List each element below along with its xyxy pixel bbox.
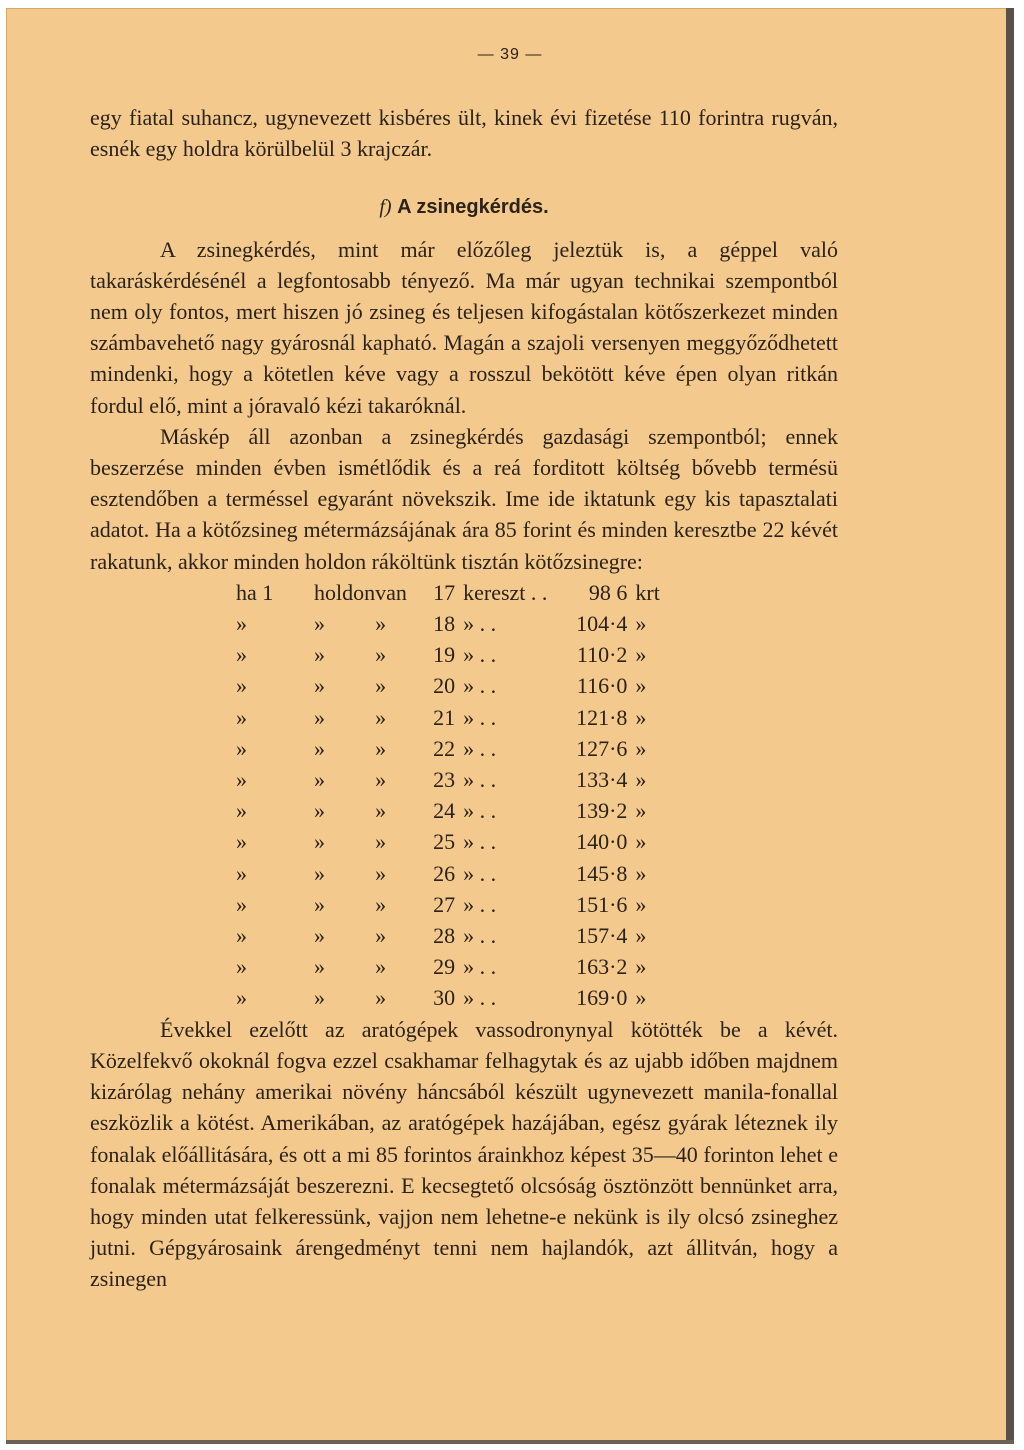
col-count: 26 <box>433 860 456 886</box>
col-unit: » <box>635 829 647 855</box>
section-marker: f) <box>379 196 392 219</box>
table-row <box>236 858 675 889</box>
col-van: » <box>375 767 387 793</box>
col-van: » <box>375 798 387 824</box>
col-count: 25 <box>433 829 456 855</box>
col-kereszt: » . . <box>463 798 497 824</box>
col-holdon: » <box>314 704 325 730</box>
col-prefix: » <box>236 985 247 1011</box>
col-unit: » <box>635 611 647 637</box>
col-holdon: » <box>314 673 325 699</box>
book-page <box>6 8 1014 1444</box>
col-cost: 104·4 <box>576 611 628 637</box>
section-title: A zsinegkérdés. <box>397 196 549 219</box>
col-unit: » <box>635 923 647 949</box>
col-kereszt: » . . <box>463 829 497 855</box>
col-kereszt: » . . <box>463 767 497 793</box>
table-row <box>236 982 675 1013</box>
col-prefix: » <box>236 860 247 886</box>
col-prefix: » <box>236 642 247 668</box>
col-unit: » <box>635 891 647 917</box>
col-van: » <box>375 735 387 761</box>
col-count: 23 <box>433 767 456 793</box>
col-holdon: » <box>314 954 325 980</box>
col-unit: » <box>635 704 647 730</box>
col-holdon: » <box>314 611 325 637</box>
col-kereszt: » . . <box>463 954 497 980</box>
col-unit: » <box>635 673 647 699</box>
col-cost: 98 6 <box>588 579 628 605</box>
col-kereszt: » . . <box>463 611 497 637</box>
col-van: » <box>375 611 387 637</box>
col-cost: 139·2 <box>576 798 628 824</box>
col-unit: » <box>635 735 647 761</box>
table-row <box>236 920 675 951</box>
col-holdon: » <box>314 891 325 917</box>
col-count: 19 <box>433 642 456 668</box>
cost-table <box>236 577 675 1014</box>
col-holdon: » <box>314 923 325 949</box>
paragraph-3: Évekkel ezelőtt az aratógépek vassodronynyal kötötték be a kévét. Közelfekvő okoknál fogva ezzel csakhamar felhagytak és az ujabb időben majdnem kizárólag nehány amerikai növény háncsából készült ugynevezett manila-fonallal eszközlik a kötést. Amerikában, az aratógépek hazájában, egész gyárak léteznek ily fonalak előállitására, és ott a mi 85 forintos árainkhoz képest 35—40 forinton lehet e fonalak métermázsáját beszerezni. E kecsegtető olcsóság ösztönzött bennünket arra, hogy minden utat felkeressünk, vajjon nem lehetne-e nekünk is ily olcsó zsineghez jutni. Gépgyárosaink árengedményt tenni nem hajlandók, azt állitván, hogy a zsinegen <box>90 1016 838 1292</box>
col-van: » <box>375 891 387 917</box>
col-unit: krt <box>635 579 660 605</box>
col-cost: 116·0 <box>576 673 628 699</box>
col-holdon: » <box>314 860 325 886</box>
table-row <box>236 670 675 701</box>
paragraph-1: A zsinegkérdés, mint már előzőleg jeleztük is, a géppel való takaráskérdésénél a legfontosabb tényező. Ma már ugyan technikai szempontból nem oly fontos, mert hiszen jó zsineg és teljesen kifogástalan kötőszerkezet minden számbavehető nagy gyárosnál kapható. Magán a szajoli versenyen meggyőződhetett mindenki, hogy a kötetlen kéve vagy a rosszul bekötött kéve épen olyan ritkán fordul elő, mint a jóravaló kézi takaróknál. <box>90 236 838 418</box>
col-prefix: » <box>236 673 247 699</box>
col-count: 27 <box>433 891 456 917</box>
col-count: 17 <box>433 579 456 605</box>
col-van: van <box>375 579 407 605</box>
table-row <box>236 889 675 920</box>
col-count: 21 <box>433 704 456 730</box>
col-cost: 169·0 <box>576 985 628 1011</box>
col-cost: 145·8 <box>576 860 628 886</box>
table-row <box>236 577 675 608</box>
col-prefix: » <box>236 954 247 980</box>
col-kereszt: » . . <box>463 891 497 917</box>
col-cost: 110·2 <box>576 642 628 668</box>
col-kereszt: » . . <box>463 704 497 730</box>
col-holdon: » <box>314 829 325 855</box>
col-holdon: holdon <box>314 579 376 605</box>
col-van: » <box>375 985 387 1011</box>
col-cost: 157·4 <box>576 923 628 949</box>
col-kereszt: » . . <box>463 985 497 1011</box>
col-count: 28 <box>433 923 456 949</box>
col-unit: » <box>635 985 647 1011</box>
col-cost: 163·2 <box>576 954 628 980</box>
col-holdon: » <box>314 642 325 668</box>
table-row <box>236 608 675 639</box>
col-van: » <box>375 829 387 855</box>
table-row <box>236 702 675 733</box>
col-van: » <box>375 673 387 699</box>
col-cost: 121·8 <box>576 704 628 730</box>
col-count: 18 <box>433 611 456 637</box>
table-row <box>236 639 675 670</box>
col-holdon: » <box>314 985 325 1011</box>
col-unit: » <box>635 798 647 824</box>
col-prefix: ha 1 <box>236 579 274 605</box>
col-cost: 151·6 <box>576 891 628 917</box>
col-van: » <box>375 704 387 730</box>
col-prefix: » <box>236 798 247 824</box>
col-kereszt: » . . <box>463 860 497 886</box>
col-unit: » <box>635 860 647 886</box>
col-prefix: » <box>236 611 247 637</box>
col-van: » <box>375 954 387 980</box>
col-count: 30 <box>433 985 456 1011</box>
table-row <box>236 733 675 764</box>
page-number: — 39 — <box>477 46 543 63</box>
table-row <box>236 764 675 795</box>
col-unit: » <box>635 767 647 793</box>
paragraph-2: Máskép áll azonban a zsinegkérdés gazdasági szempontból; ennek beszerzése minden évben ismétlődik és a reá forditott költség bővebb termésü esztendőben a terméssel egyaránt növekszik. Ime ide iktatunk egy kis tapasztalati adatot. Ha a kötőzsineg métermázsájának ára 85 forint és minden keresztbe 22 kévét rakatunk, akkor minden holdon ráköltünk tisztán kötőzsinegre: <box>90 423 838 574</box>
col-van: » <box>375 642 387 668</box>
col-cost: 133·4 <box>576 767 628 793</box>
col-count: 24 <box>433 798 456 824</box>
col-unit: » <box>635 954 647 980</box>
col-cost: 127·6 <box>576 735 628 761</box>
col-van: » <box>375 923 387 949</box>
col-prefix: » <box>236 767 247 793</box>
col-holdon: » <box>314 767 325 793</box>
col-cost: 140·0 <box>576 829 628 855</box>
col-prefix: » <box>236 829 247 855</box>
col-kereszt: kereszt . . <box>463 579 548 605</box>
col-kereszt: » . . <box>463 642 497 668</box>
table-row <box>236 951 675 982</box>
section-heading <box>90 192 838 223</box>
page-edge-bottom <box>6 1440 1014 1444</box>
col-unit: » <box>635 642 647 668</box>
table-row <box>236 826 675 857</box>
col-prefix: » <box>236 735 247 761</box>
col-count: 22 <box>433 735 456 761</box>
col-prefix: » <box>236 891 247 917</box>
col-count: 29 <box>433 954 456 980</box>
table-row <box>236 795 675 826</box>
page-body <box>90 102 838 1295</box>
col-holdon: » <box>314 798 325 824</box>
col-van: » <box>375 860 387 886</box>
page-edge-right <box>1006 8 1014 1444</box>
col-holdon: » <box>314 735 325 761</box>
col-kereszt: » . . <box>463 735 497 761</box>
col-count: 20 <box>433 673 456 699</box>
intro-paragraph: egy fiatal suhancz, ugynevezett kisbéres ült, kinek évi fizetése 110 forintra rugván, esnék egy holdra körülbelül 3 krajczár. <box>90 105 838 162</box>
col-kereszt: » . . <box>463 673 497 699</box>
col-prefix: » <box>236 923 247 949</box>
col-prefix: » <box>236 704 247 730</box>
col-kereszt: » . . <box>463 923 497 949</box>
